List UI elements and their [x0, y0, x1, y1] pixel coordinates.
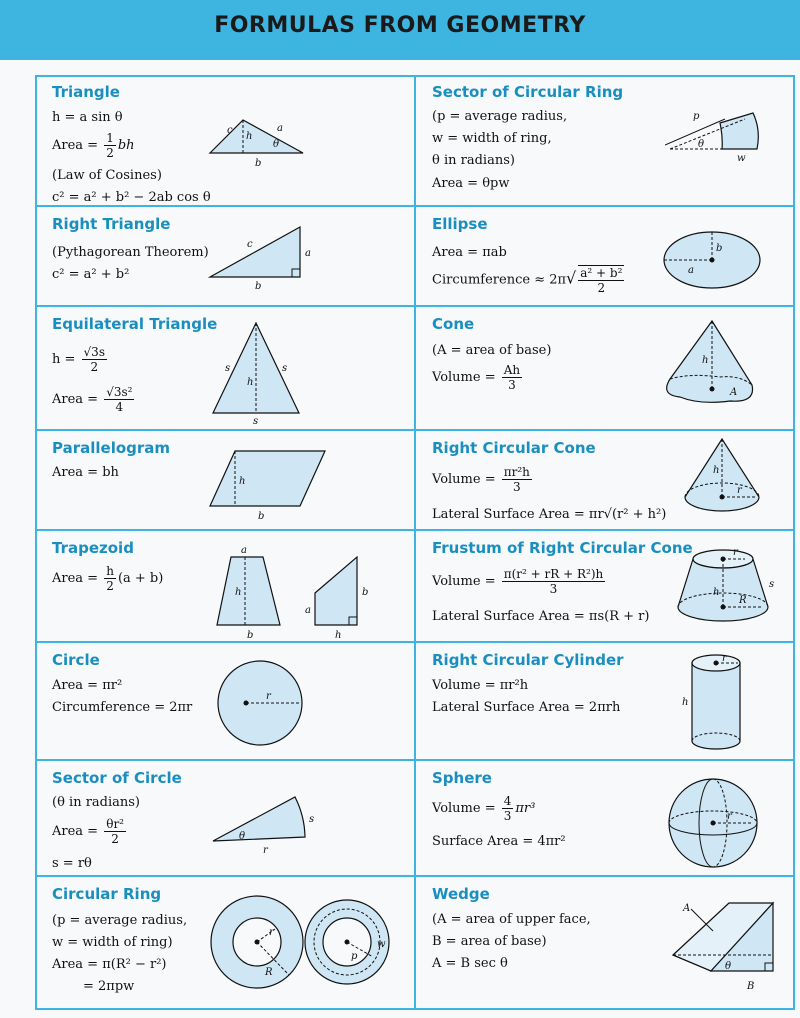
section-title: Sector of Circle: [52, 769, 182, 787]
formula-line: B = area of base): [432, 934, 547, 949]
formula-line: h = a sin θ: [52, 110, 123, 125]
formula-line: Lateral Surface Area = πr√(r² + h²): [432, 507, 667, 522]
svg-text:c: c: [227, 125, 233, 136]
formula-line: Lateral Surface Area = πs(R + r): [432, 609, 650, 624]
svg-text:θ: θ: [239, 831, 246, 842]
section-title: Circular Ring: [52, 885, 162, 903]
ellipse-figure: [660, 225, 765, 295]
svg-text:h: h: [235, 587, 242, 598]
svg-text:a: a: [305, 248, 311, 259]
section-title: Parallelogram: [52, 439, 171, 457]
sector-of-circular-ring-section: [415, 75, 795, 207]
svg-text:w: w: [737, 153, 746, 164]
svg-text:h: h: [682, 697, 689, 708]
svg-text:s: s: [225, 363, 231, 374]
right-circular-cylinder-section: [415, 643, 795, 761]
formula-line: Area = πr²: [52, 678, 123, 693]
svg-text:r: r: [722, 653, 727, 664]
right-triangle-section: [35, 207, 415, 307]
section-title: Wedge: [432, 885, 490, 903]
circle-figure: [210, 653, 310, 753]
volume-formula: Volume = $\frac{4}{3}$ πr³: [432, 794, 536, 823]
area-formula: Area = $\frac{\text{√3s²}}{4}$: [52, 385, 133, 414]
svg-text:w: w: [377, 939, 386, 950]
svg-text:b: b: [255, 281, 262, 292]
svg-text:A: A: [683, 903, 691, 914]
svg-text:r: r: [266, 691, 271, 702]
svg-text:s: s: [309, 814, 315, 825]
formula-line: c² = a² + b²: [52, 267, 130, 282]
svg-text:B: B: [747, 981, 755, 992]
svg-text:r: r: [269, 927, 274, 938]
sector-of-circular-ring-figure: [665, 105, 775, 165]
volume-formula: Volume = $\frac{\text{πr²h}}{3}$: [432, 465, 530, 494]
parallelogram-section: [35, 431, 415, 531]
section-title: Triangle: [52, 83, 120, 101]
svg-text:s: s: [253, 416, 259, 425]
cone-figure: [660, 315, 770, 427]
svg-text:b: b: [258, 511, 265, 521]
wedge-section: [415, 877, 795, 1010]
formula-line: (p = average radius,: [432, 109, 568, 124]
frustum-figure: [673, 545, 777, 639]
formula-line: (Pythagorean Theorem): [52, 245, 209, 260]
svg-text:θ: θ: [273, 139, 280, 150]
formula-line: Circumference = 2πr: [52, 700, 193, 715]
ellipse-section: [415, 207, 795, 307]
sector-of-circle-figure: [205, 789, 325, 859]
title-banner: [0, 0, 800, 60]
svg-text:c: c: [247, 239, 253, 250]
area-formula: Area = $\frac{1}{2}$ bh: [52, 131, 135, 160]
svg-text:A: A: [730, 387, 738, 398]
right-circular-cone-figure: [677, 435, 767, 527]
section-title: Right Triangle: [52, 215, 171, 233]
equilateral-triangle-figure: [205, 313, 315, 425]
svg-text:h: h: [239, 476, 246, 487]
trapezoid-figure: [205, 545, 375, 641]
formula-line: (Law of Cosines): [52, 168, 162, 183]
formula-line: w = width of ring): [52, 935, 173, 950]
triangle-section: [35, 75, 415, 207]
area-formula: Area = $\frac{h}{2}$ (a + b): [52, 564, 164, 593]
section-title: Right Circular Cone: [432, 439, 596, 457]
section-title: Right Circular Cylinder: [432, 651, 624, 669]
svg-text:a: a: [241, 545, 247, 556]
trapezoid-section: [35, 531, 415, 643]
formula-line: Surface Area = 4πr²: [432, 834, 566, 849]
svg-text:R: R: [739, 595, 747, 606]
height-formula: h = $\frac{√3s}{2}$: [52, 345, 105, 374]
cone-section: [415, 307, 795, 431]
svg-text:b: b: [362, 587, 369, 598]
circular-ring-section: [35, 877, 415, 1010]
formula-line: A = B sec θ: [432, 956, 508, 971]
svg-text:h: h: [247, 377, 254, 388]
svg-text:h: h: [246, 131, 253, 142]
frustum-section: [415, 531, 795, 643]
section-title: Ellipse: [432, 215, 488, 233]
formula-line: Area = πab: [432, 245, 507, 260]
formula-line: Area = bh: [52, 465, 119, 480]
svg-text:a: a: [277, 123, 283, 134]
circumference-formula: Circumference ≈ 2π√ $\frac{\text{a² + b²}}{2}$: [432, 266, 623, 295]
formula-line: (A = area of base): [432, 343, 552, 358]
circle-section: [35, 643, 415, 761]
svg-text:b: b: [247, 630, 254, 641]
formula-line: = 2πpw: [83, 979, 135, 994]
section-title: Cone: [432, 315, 475, 333]
right-circular-cylinder-figure: [680, 653, 755, 757]
formula-line: (θ in radians): [52, 795, 141, 810]
svg-text:r: r: [727, 811, 732, 822]
sector-of-circle-section: [35, 761, 415, 877]
section-title: Sphere: [432, 769, 492, 787]
svg-text:p: p: [693, 111, 700, 122]
section-title: Equilateral Triangle: [52, 315, 218, 333]
svg-text:b: b: [255, 158, 262, 169]
formula-line: s = rθ: [52, 856, 92, 871]
svg-text:h: h: [335, 630, 342, 641]
right-circular-cone-section: [415, 431, 795, 531]
section-title: Circle: [52, 651, 100, 669]
svg-text:s: s: [282, 363, 288, 374]
svg-text:r: r: [737, 485, 742, 496]
volume-formula: Volume = $\frac{Ah}{3}$: [432, 363, 521, 392]
svg-text:a: a: [305, 605, 311, 616]
svg-text:a: a: [688, 265, 694, 276]
formula-line: (p = average radius,: [52, 913, 188, 928]
formula-line: θ in radians): [432, 153, 515, 168]
circular-ring-figure: [207, 887, 392, 997]
right-triangle-figure: [205, 222, 320, 292]
section-title: Frustum of Right Circular Cone: [432, 539, 693, 557]
area-formula: Area = $\frac{\text{θr²}}{2}$: [52, 817, 124, 846]
formula-line: w = width of ring,: [432, 131, 552, 146]
section-title: Trapezoid: [52, 539, 134, 557]
equilateral-triangle-section: [35, 307, 415, 431]
formula-line: (A = area of upper face,: [432, 912, 591, 927]
formula-line: Area = π(R² − r²): [52, 957, 167, 972]
parallelogram-figure: [205, 446, 330, 521]
formula-table: [35, 75, 795, 1010]
volume-formula: Volume = $\frac{\text{π(r² + rR + R²)h}}{3}$: [432, 567, 604, 596]
svg-text:r: r: [263, 845, 268, 856]
svg-text:θ: θ: [698, 139, 705, 150]
svg-text:θ: θ: [725, 961, 732, 972]
svg-text:h: h: [713, 465, 720, 476]
formula-line: Lateral Surface Area = 2πrh: [432, 700, 621, 715]
svg-text:R: R: [265, 967, 273, 978]
svg-text:h: h: [702, 355, 709, 366]
section-title: Sector of Circular Ring: [432, 83, 624, 101]
formula-line: Area = θpw: [432, 176, 510, 191]
triangle-figure: [205, 113, 315, 171]
sphere-figure: [663, 773, 763, 873]
formula-line: c² = a² + b² − 2ab cos θ: [52, 190, 211, 205]
formula-line: Volume = πr²h: [432, 678, 529, 693]
svg-text:r: r: [733, 547, 738, 558]
svg-text:h: h: [713, 587, 720, 598]
sphere-section: [415, 761, 795, 877]
svg-text:s: s: [769, 579, 775, 590]
svg-text:p: p: [351, 951, 358, 962]
page-title: FORMULAS FROM GEOMETRY: [214, 13, 586, 38]
svg-text:b: b: [716, 243, 723, 254]
wedge-figure: [663, 897, 778, 997]
